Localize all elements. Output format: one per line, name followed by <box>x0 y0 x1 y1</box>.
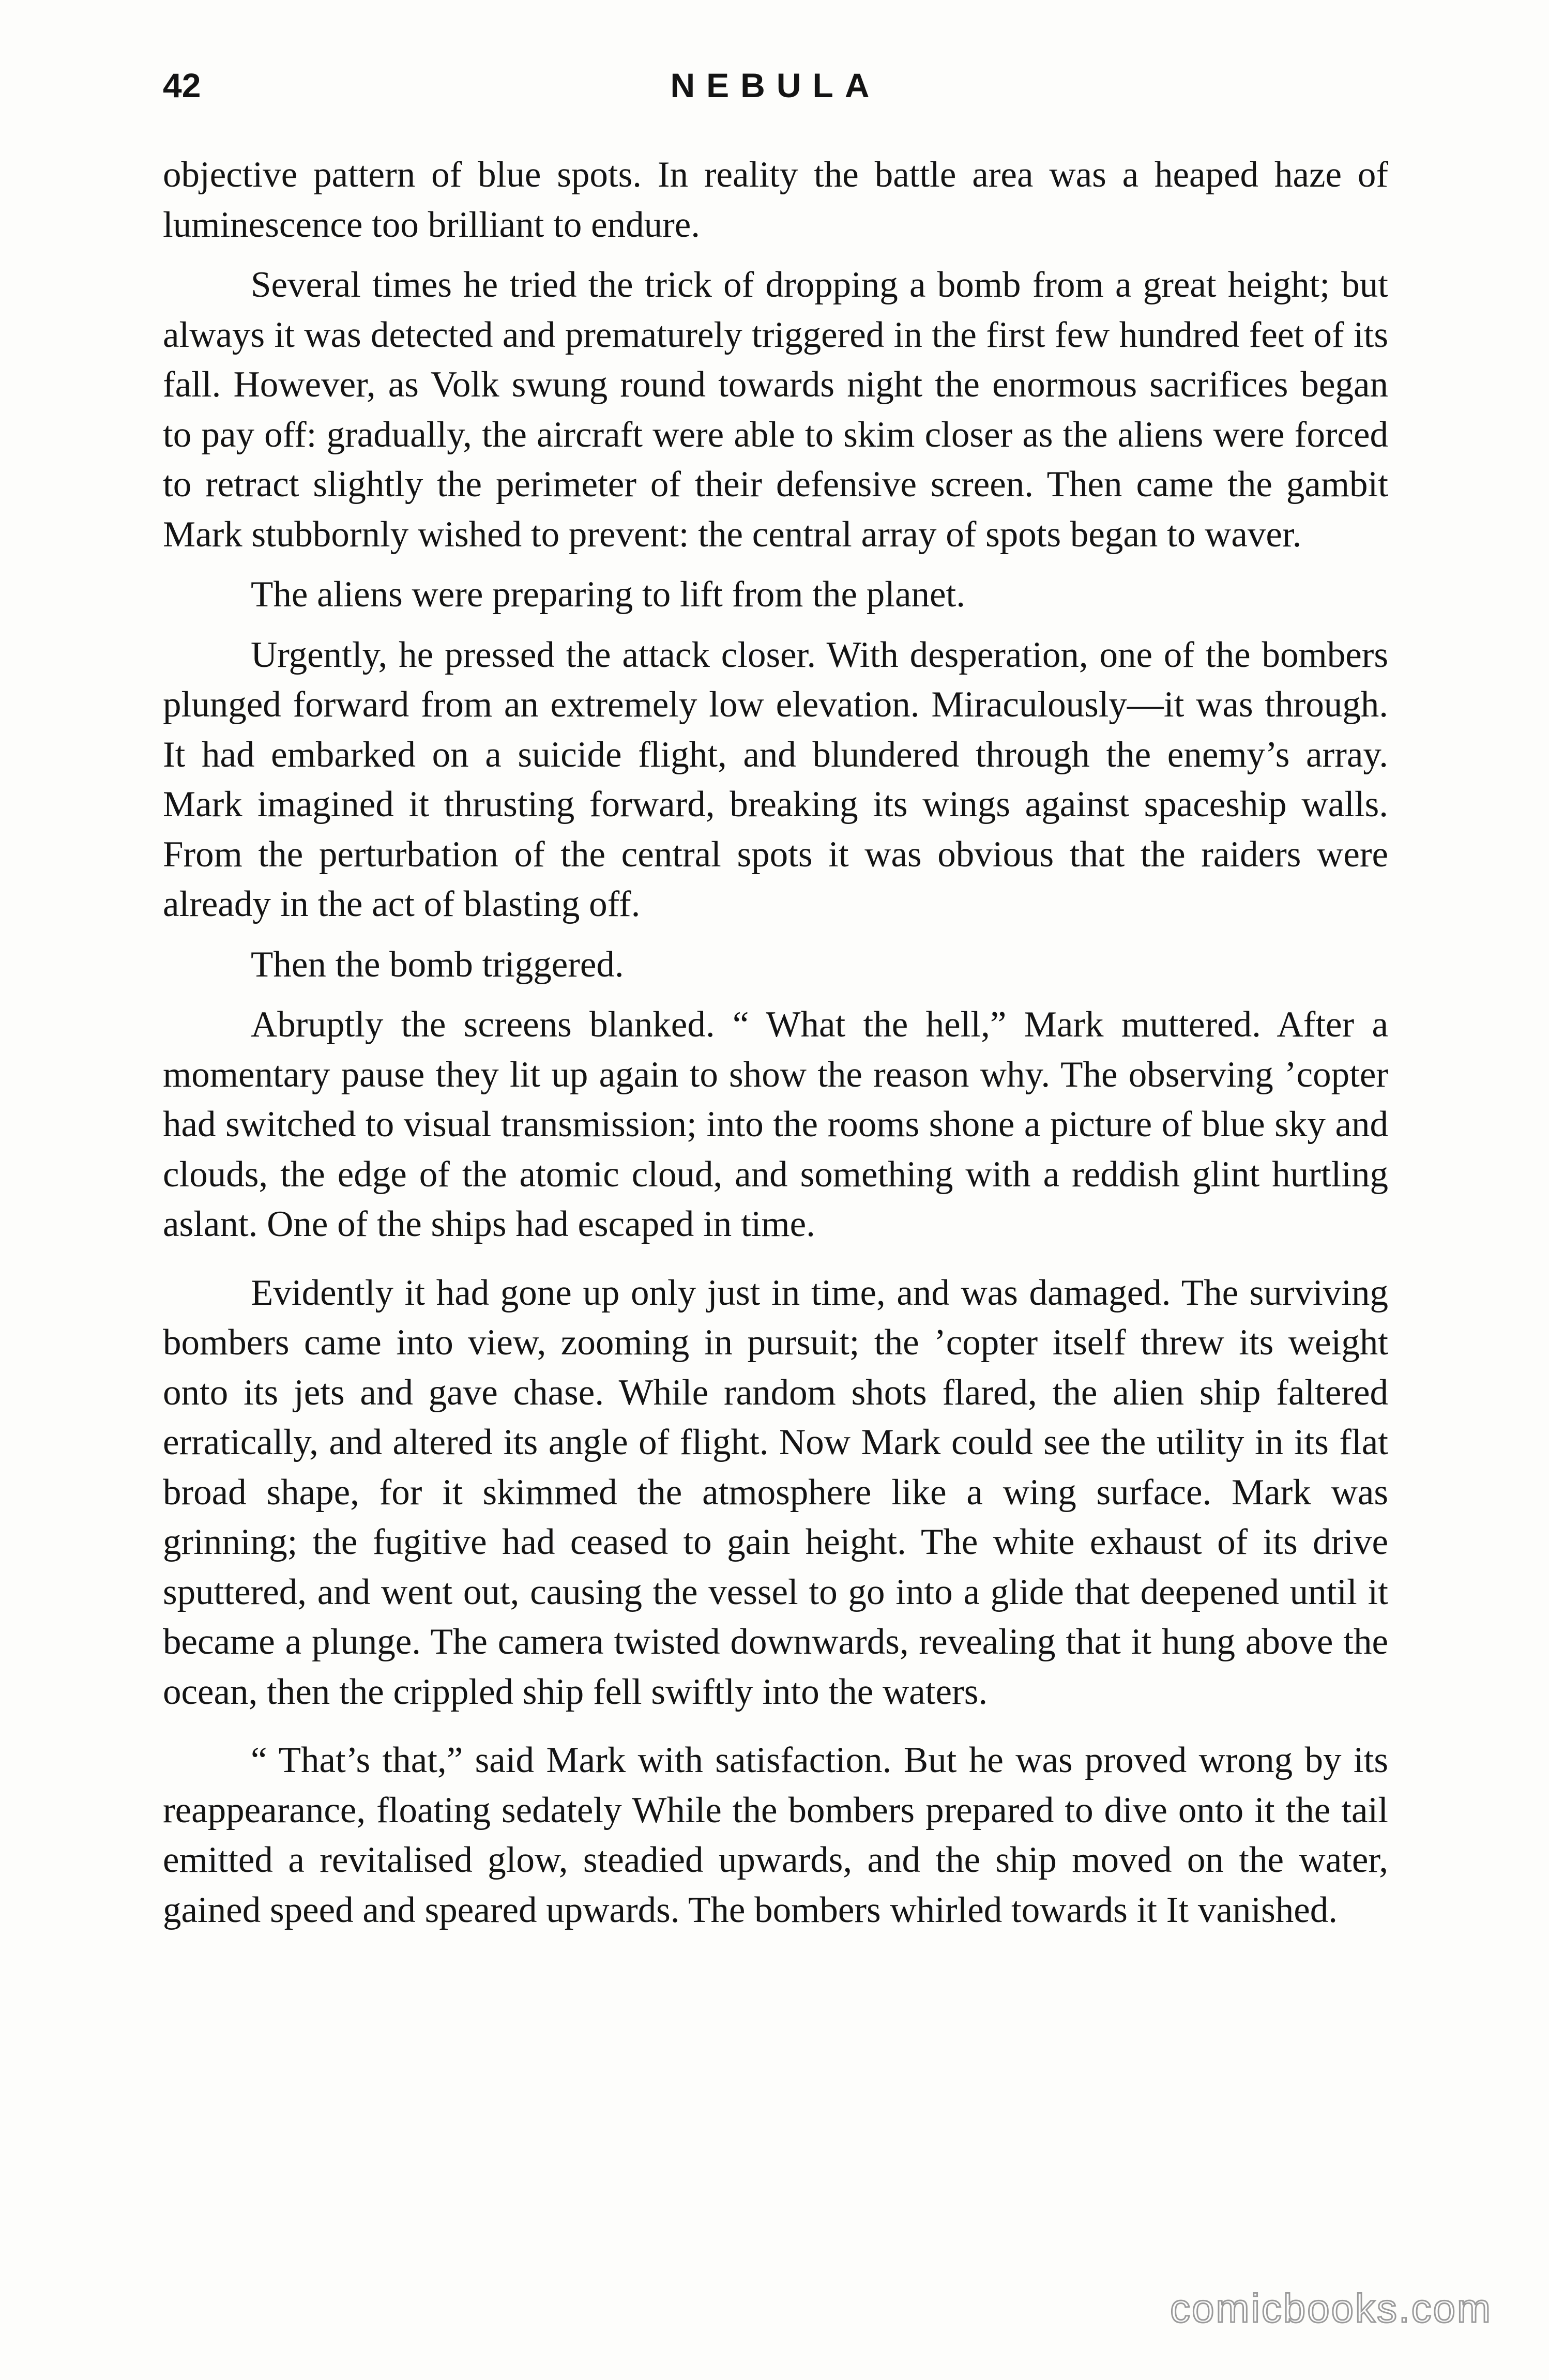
paragraph: Then the bomb triggered. <box>251 944 624 985</box>
running-title: NEBULA <box>670 66 881 104</box>
body-text <box>163 150 1388 1935</box>
watermark: comicbooks.com <box>1170 2285 1492 2331</box>
page-number: 42 <box>163 66 201 104</box>
paragraph: Several times he tried the trick of dropping a bomb from a great height; but always it was detected and prematurely triggered in the first few hundred feet of its fall. However, as Volk swung round towards night the enormous sacrifices began to pay off: gradually, the aircraft were able to skim closer as the aliens were forced to retract slightly the perimeter of their defensive screen. Then came the gambit Mark stubbornly wished to prevent: the central array of spots began to waver. <box>163 265 1388 555</box>
paragraph: The aliens were preparing to lift from the planet. <box>251 574 966 615</box>
paragraph: Urgently, he pressed the attack closer. With desperation, one of the bombers plunged forward from an extremely low elevation. Miraculously—it was through. It had embarked on a suicide flight, and blundered through the enemy’s array. Mark imagined it thrusting forward, breaking its wings against spaceship walls. From the perturbation of the central spots it was obvious that the raiders were already in the act of blasting off. <box>163 634 1388 924</box>
paragraph-continued: objective pattern of blue spots. In reality the battle area was a heaped haze of luminescence too brilliant to endure. <box>163 155 1388 245</box>
paragraph: Evidently it had gone up only just in time, and was damaged. The surviving bombers came into view, zooming in pursuit; the ’copter itself threw its weight onto its jets and gave chase. While random shots flared, the alien ship faltered erratically, and altered its angle of flight. Now Mark could see the utility in its flat broad shape, for it skimmed the atmosphere like a wing surface. Mark was grinning; the fugitive had ceased to gain height. The white exhaust of its drive sputtered, and went out, causing the vessel to go into a glide that deepened until it became a plunge. The camera twisted downwards, revealing that it hung above the ocean, then the crippled ship fell swiftly into the waters. <box>163 1272 1388 1712</box>
paragraph: “ That’s that,” said Mark with satisfaction. But he was proved wrong by its reappearance, floating sedately While the bombers prepared to dive onto it the tail emitted a revitalised glow, steadied upwards, and the ship moved on the water, gained speed and speared upwards. The bombers whirled towards it It vanished. <box>163 1740 1388 1930</box>
paragraph: Abruptly the screens blanked. “ What the hell,” Mark muttered. After a momentary pause they lit up again to show the reason why. The observing ’copter had switched to visual transmission; into the rooms shone a picture of blue sky and clouds, the edge of the atomic cloud, and something with a reddish glint hurtling aslant. One of the ships had escaped in time. <box>163 1004 1388 1244</box>
page-header <box>163 57 1388 114</box>
